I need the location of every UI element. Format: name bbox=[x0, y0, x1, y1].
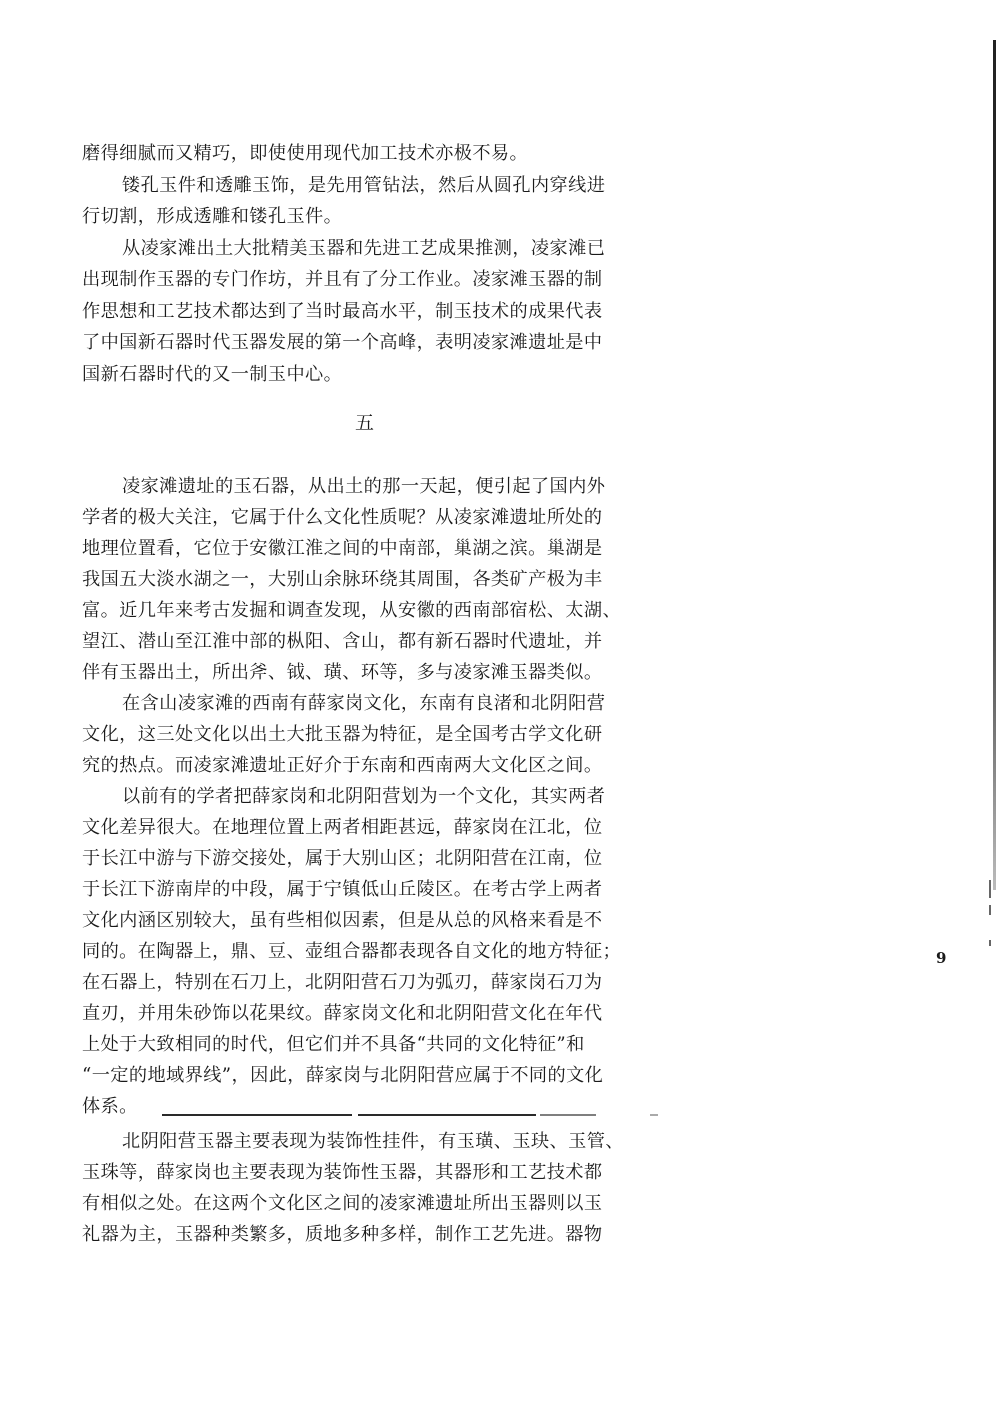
text-line: 上处于大致相同的时代，但它们并不具备“共同的文化特征”和 bbox=[82, 1034, 585, 1055]
text-line: 玉珠等，薛家岗也主要表现为装饰性玉器，其器形和工艺技术都 bbox=[82, 1162, 603, 1183]
text-line: 凌家滩遗址的玉石器，从出土的那一天起，便引起了国内外 bbox=[122, 476, 606, 497]
text-line: 于长江中游与下游交接处，属于大别山区；北阴阳营在江南，位 bbox=[82, 848, 603, 869]
bottom-scan-rule bbox=[358, 1114, 536, 1116]
text-line: 出现制作玉器的专门作坊，并且有了分工作业。凌家滩玉器的制 bbox=[82, 269, 603, 290]
text-line: 行切割，形成透雕和镂孔玉件。 bbox=[82, 206, 343, 227]
text-line: 从凌家滩出土大批精美玉器和先进工艺成果推测，凌家滩已 bbox=[122, 238, 606, 259]
text-line: 以前有的学者把薛家岗和北阴阳营划为一个文化，其实两者 bbox=[122, 786, 606, 807]
text-line: 在石器上，特别在石刀上，北阴阳营石刀为弧刃，薛家岗石刀为 bbox=[82, 972, 603, 993]
text-line: 究的热点。而凌家滩遗址正好介于东南和西南两大文化区之间。 bbox=[82, 755, 603, 776]
text-line: 文化，这三处文化以出土大批玉器为特征，是全国考古学文化研 bbox=[82, 724, 603, 745]
text-line: “一定的地域界线”，因此，薛家岗与北阴阳营应属于不同的文化 bbox=[82, 1065, 604, 1086]
scan-edge-shadow bbox=[993, 40, 996, 890]
bottom-scan-rule bbox=[650, 1114, 658, 1116]
text-line: 在含山凌家滩的西南有薛家岗文化，东南有良渚和北阴阳营 bbox=[122, 693, 606, 714]
text-line: 直刃，并用朱砂饰以花果纹。薛家岗文化和北阴阳营文化在年代 bbox=[82, 1003, 603, 1024]
text-line: 了中国新石器时代玉器发展的第一个高峰，表明凌家滩遗址是中 bbox=[82, 332, 603, 353]
text-line: 于长江下游南岸的中段，属于宁镇低山丘陵区。在考古学上两者 bbox=[82, 879, 603, 900]
text-line: 文化内涵区别较大，虽有些相似因素，但是从总的风格来看是不 bbox=[82, 910, 603, 931]
text-line: 学者的极大关注，它属于什么文化性质呢？从凌家滩遗址所处的 bbox=[82, 507, 603, 528]
scan-edge-fragment bbox=[989, 880, 991, 898]
text-line: 体系。 bbox=[82, 1096, 138, 1117]
section-heading: 五 bbox=[355, 412, 375, 434]
text-line: 富。近几年来考古发掘和调查发现，从安徽的西南部宿松、太湖、 bbox=[82, 600, 622, 621]
text-line: 我国五大淡水湖之一，大别山余脉环绕其周围，各类矿产极为丰 bbox=[82, 569, 603, 590]
text-line: 文化差异很大。在地理位置上两者相距甚远，薛家岗在江北，位 bbox=[82, 817, 603, 838]
text-line: 礼器为主，玉器种类繁多，质地多种多样，制作工艺先进。器物 bbox=[82, 1224, 603, 1245]
page-number: 9 bbox=[936, 949, 947, 967]
text-line: 国新石器时代的又一制玉中心。 bbox=[82, 364, 343, 385]
text-line: 同的。在陶器上，鼎、豆、壶组合器都表现各自文化的地方特征； bbox=[82, 941, 622, 962]
text-line: 伴有玉器出土，所出斧、钺、璜、环等，多与凌家滩玉器类似。 bbox=[82, 662, 603, 683]
text-line: 有相似之处。在这两个文化区之间的凌家滩遗址所出玉器则以玉 bbox=[82, 1193, 603, 1214]
bottom-scan-rule bbox=[540, 1114, 596, 1116]
scan-edge-fragment bbox=[989, 905, 991, 915]
scan-edge-fragment bbox=[989, 940, 991, 946]
text-line: 磨得细腻而又精巧，即使使用现代加工技术亦极不易。 bbox=[82, 143, 529, 164]
text-line: 地理位置看，它位于安徽江淮之间的中南部，巢湖之滨。巢湖是 bbox=[82, 538, 603, 559]
text-line: 镂孔玉件和透雕玉饰，是先用管钻法，然后从圆孔内穿线进 bbox=[122, 175, 606, 196]
text-line: 作思想和工艺技术都达到了当时最高水平，制玉技术的成果代表 bbox=[82, 301, 603, 322]
bottom-scan-rule bbox=[162, 1114, 352, 1116]
text-line: 望江、潜山至江淮中部的枞阳、含山，都有新石器时代遗址，并 bbox=[82, 631, 603, 652]
text-line: 北阴阳营玉器主要表现为装饰性挂件，有玉璜、玉玦、玉管、 bbox=[122, 1131, 624, 1152]
